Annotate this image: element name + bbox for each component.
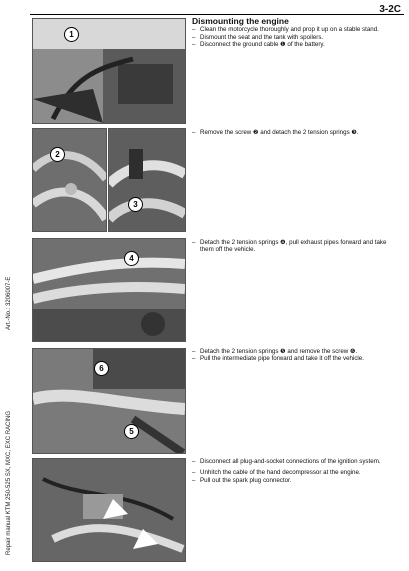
section-5 xyxy=(192,458,400,484)
photo-exhaust-pipes xyxy=(32,238,186,342)
step: – Remove the screw ❷ and detach the 2 tension springs ❸. xyxy=(192,129,400,136)
photo-screw-left xyxy=(32,128,107,232)
callout-3: 3 xyxy=(128,197,143,212)
step: – Detach the 2 tension springs ❹, pull exhaust pipes forward and take them off the vehicle. xyxy=(192,239,400,254)
step: – Clean the motorcycle thoroughly and prop it up on a stable stand. xyxy=(192,26,400,33)
photo-tension-springs xyxy=(108,128,186,232)
photo-ignition-connections xyxy=(32,458,186,562)
step: – Unhitch the cable of the hand decompressor at the engine. xyxy=(192,469,400,476)
sidebar xyxy=(6,0,20,571)
part-number: Art.-No.: 3206007-E xyxy=(6,276,12,330)
callout-2: 2 xyxy=(50,147,65,162)
callout-5: 5 xyxy=(124,424,139,439)
section-3 xyxy=(192,239,400,254)
section-1 xyxy=(192,18,400,49)
callout-4: 4 xyxy=(124,251,139,266)
callout-1: 1 xyxy=(64,27,79,42)
step: – Disconnect all plug-and-socket connections of the ignition system. xyxy=(192,458,400,465)
section-4 xyxy=(192,348,400,363)
section-heading: Dismounting the engine xyxy=(192,16,289,26)
callout-6: 6 xyxy=(94,361,109,376)
photo-battery-ground-cable xyxy=(32,18,186,124)
manual-title: Repair manual KTM 250-525 SX, MXC, EXC RACING xyxy=(6,410,12,555)
step: – Pull out the spark plug connector. xyxy=(192,477,400,484)
header-rule xyxy=(30,14,404,15)
photo-intermediate-pipe xyxy=(32,348,186,454)
page-number: 3-2C xyxy=(379,4,401,15)
step: – Disconnect the ground cable ❶ of the battery. xyxy=(192,41,400,48)
section-2 xyxy=(192,129,400,136)
step: – Detach the 2 tension springs ❺ and remove the screw ❻. xyxy=(192,348,400,355)
step: – Dismount the seat and the tank with spoilers. xyxy=(192,34,400,41)
step: – Pull the intermediate pipe forward and take it off the vehicle. xyxy=(192,355,400,362)
